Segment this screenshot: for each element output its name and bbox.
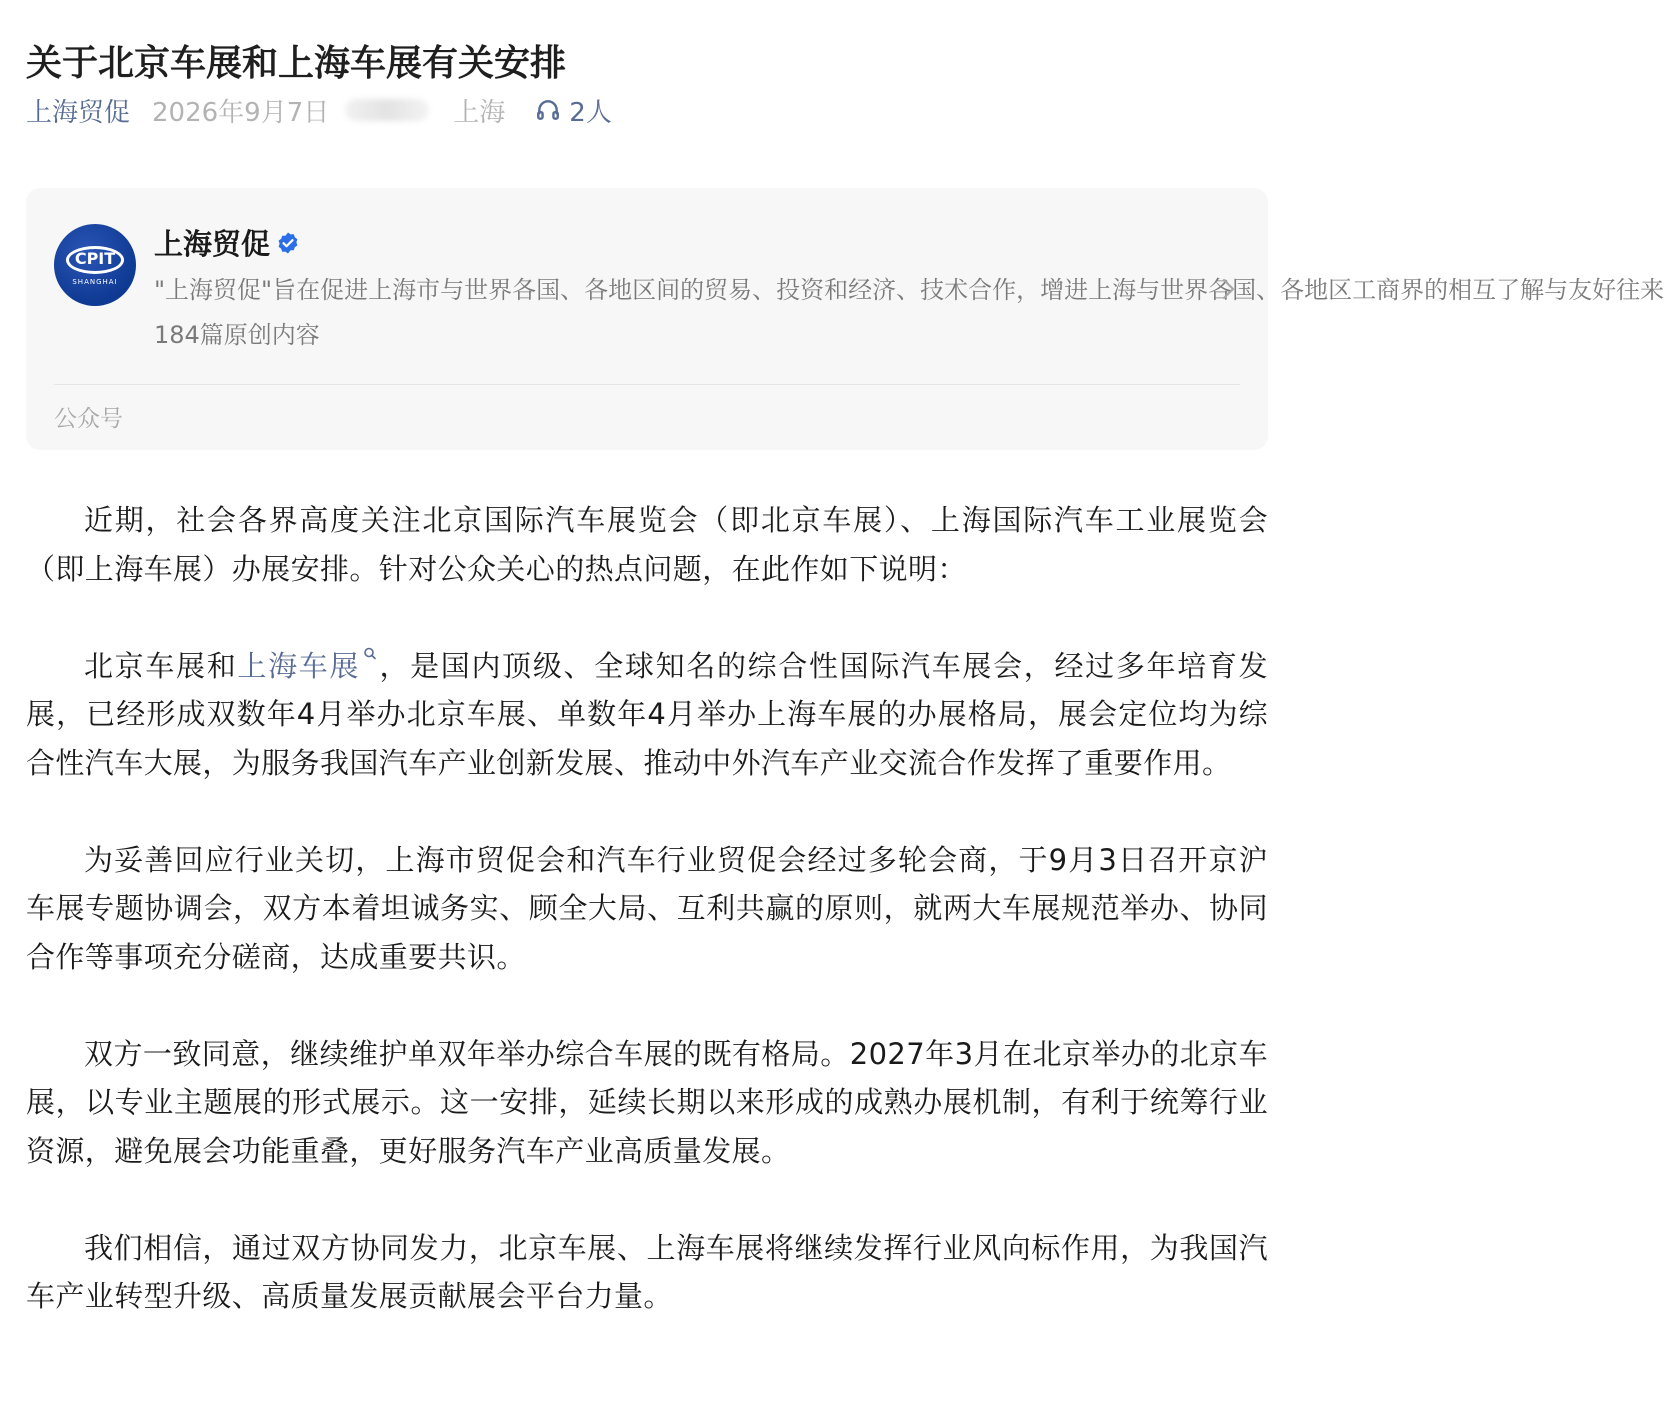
listen-button[interactable]	[535, 92, 612, 129]
account-avatar	[54, 224, 136, 306]
account-description: "上海贸促"旨在促进上海市与世界各国、各地区间的贸易、投资和经济、技术合作，增进上海与世界各国、各地区工商界的相互了解与友好往来	[154, 276, 1664, 304]
article-title: 关于北京车展和上海车展有关安排	[26, 43, 567, 85]
blurred-time	[345, 99, 429, 121]
article-body	[26, 496, 1268, 1321]
paragraph-gap	[26, 1175, 1268, 1224]
search-link-text: 上海车展	[237, 648, 361, 683]
paragraph-3: 为妥善回应行业关切，上海市贸促会和汽车行业贸促会经过多轮会商，于9月3日召开京沪车展专题协调会，双方本着坦诚务实、顾全大局、互利共赢的原则，就两大车展规范举办、协同合作等事项充分磋商，达成重要共识。	[26, 842, 1268, 974]
listener-count: 2人	[569, 97, 612, 128]
paragraph-1: 近期，社会各界高度关注北京国际汽车展览会（即北京车展）、上海国际汽车工业展览会（即上海车展）办展安排。针对公众关心的热点问题，在此作如下说明：	[26, 503, 1268, 586]
search-link-shanghai-auto-show[interactable]	[237, 649, 378, 683]
source-label: 公众号	[54, 406, 123, 432]
card-divider	[54, 384, 1240, 385]
paragraph-gap	[26, 787, 1268, 836]
account-card[interactable]	[26, 188, 1664, 450]
logo-mark: CPIT	[74, 249, 116, 268]
p2-text-after: ，是国内顶级、全球知名的综合性国际汽车展会，经过多年培育发展，已经形成双数年4月举办北京车展、单数年4月举办上海车展的办展格局，展会定位均为综合性汽车大展，为服务我国汽车产业创新发展、推动中外汽车产业交流合作发挥了重要作用。	[26, 648, 1268, 780]
article-meta	[26, 90, 612, 130]
headphones-icon	[535, 97, 561, 123]
paragraph-gap	[26, 593, 1268, 642]
verified-badge-icon	[276, 231, 300, 255]
author-link[interactable]: 上海贸促	[26, 97, 131, 128]
publish-date: 2026年9月7日	[152, 97, 330, 128]
paragraph-5: 我们相信，通过双方协同发力，北京车展、上海车展将继续发挥行业风向标作用，为我国汽车产业转型升级、高质量发展贡献展会平台力量。	[26, 1230, 1268, 1313]
original-count: 184篇原创内容	[154, 321, 320, 349]
paragraph-2	[26, 642, 1268, 788]
logo-subtext: SHANGHAI	[72, 278, 118, 286]
search-icon	[362, 646, 378, 662]
publish-location: 上海	[453, 97, 506, 128]
p2-text-before: 北京车展和	[84, 648, 238, 683]
account-name-text: 上海贸促	[154, 227, 271, 261]
chevron-right-icon	[1218, 274, 1238, 304]
paragraph-gap	[26, 981, 1268, 1030]
paragraph-4: 双方一致同意，继续维护单双年举办综合车展的既有格局。2027年3月在北京举办的北京车展，以专业主题展的形式展示。这一安排，延续长期以来形成的成熟办展机制，有利于统筹行业资源，避免展会功能重叠，更好服务汽车产业高质量发展。	[26, 1036, 1268, 1168]
account-name	[154, 222, 300, 263]
